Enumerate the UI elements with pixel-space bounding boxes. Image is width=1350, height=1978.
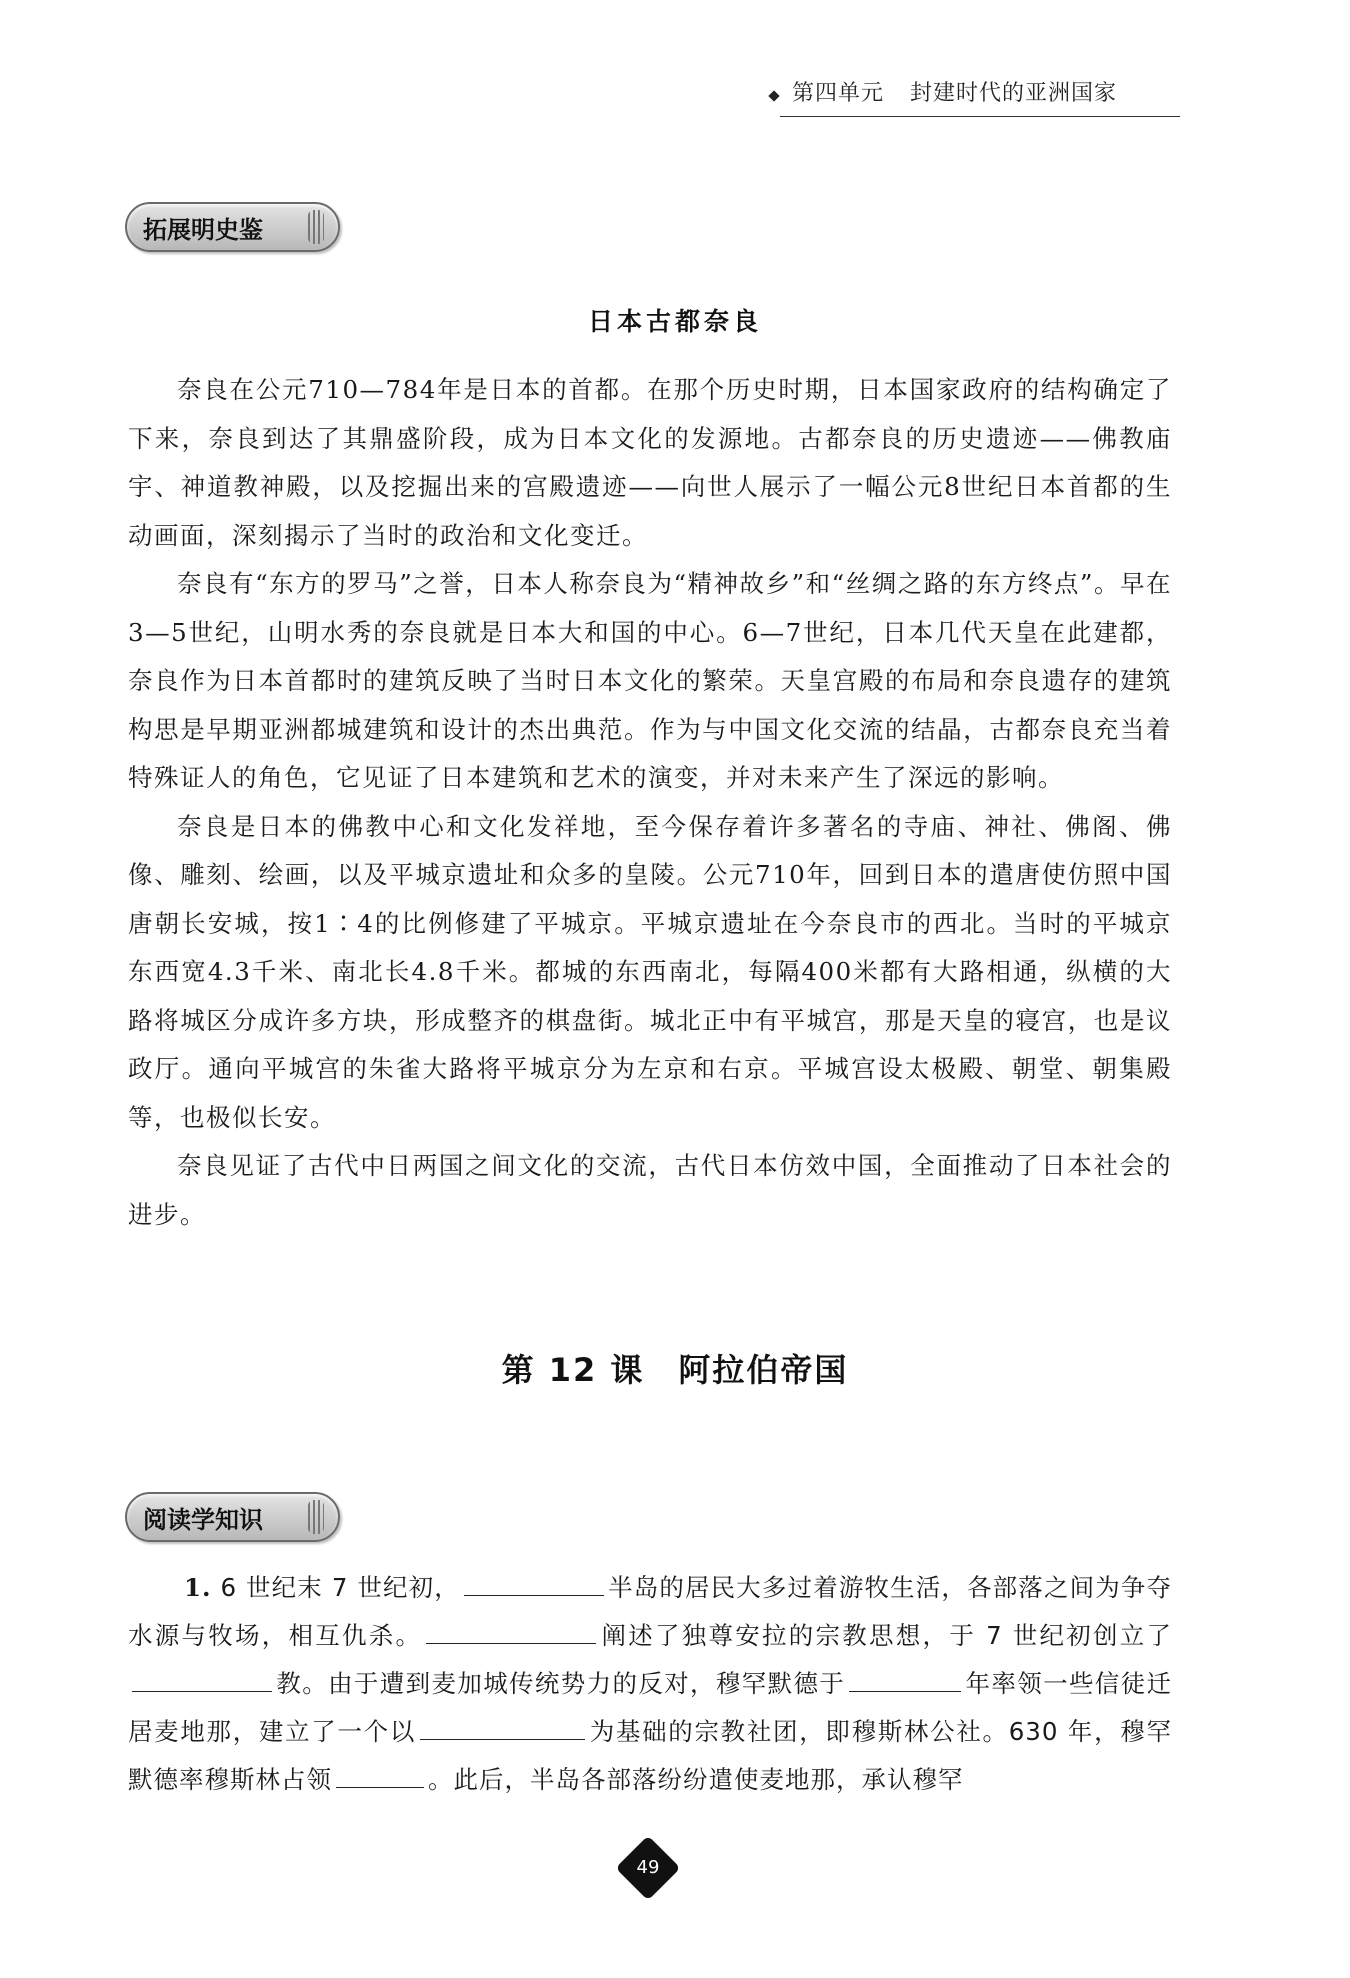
paragraph: 奈良见证了古代中日两国之间文化的交流，古代日本仿效中国，全面推动了日本社会的进步。 [128,1151,1172,1229]
unit-label: 第四单元 [792,81,885,106]
stripes-decoration-icon [308,210,324,244]
question-number: 1. [184,1573,212,1602]
paragraph: 奈良是日本的佛教中心和文化发祥地，至今保存着许多著名的寺庙、神社、佛阁、佛像、雕刻、绘画，以及平城京遗址和众多的皇陵。公元710年，回到日本的遣唐使仿照中国唐朝长安城，按1∶4的比例修建了平城京。平城京遗址在今奈良市的西北。当时的平城京东西宽4.3千米、南北长4.8千米。都城的东西南北，每隔400米都有大路相通，纵横的大路将城区分成许多方块，形成整齐的棋盘街。城北正中有平城宫，那是天皇的寝宫，也是议政厅。通向平城宫的朱雀大路将平城京分为左京和右京。平城宫设太极殿、朝堂、朝集殿等，也极似长安。 [128,811,1172,1132]
question-text: 教。由于遭到麦加城传统势力的反对，穆罕默德于 [276,1669,846,1698]
running-header [770,76,1170,107]
question-text: 为基础的宗教社团，即穆斯林公社。630 年，穆罕默德率穆斯林占领 [128,1717,1172,1794]
answer-blank[interactable] [420,1713,585,1740]
answer-blank[interactable] [849,1665,961,1692]
lesson-title: 第 12 课 阿拉伯帝国 [501,1351,849,1389]
question-text: 阐述了独尊安拉的宗教思想，于 7 世纪初创立了 [600,1621,1172,1650]
diamond-bullet-icon [768,90,779,101]
section-tag-label: 阅读学知识 [143,1505,263,1534]
exercise-question-1 [128,1564,1172,1804]
page-number: 49 [636,1857,660,1878]
section-tag-extension [125,202,340,252]
section-tag-reading [125,1492,340,1542]
answer-blank[interactable] [464,1569,604,1596]
paragraph: 奈良在公元710—784年是日本的首都。在那个历史时期，日本国家政府的结构确定了下来，奈良到达了其鼎盛阶段，成为日本文化的发源地。古都奈良的历史遗迹——佛教庙宇、神道教神殿，以及挖掘出来的宫殿遗迹——向世人展示了一幅公元8世纪日本首都的生动画面，深刻揭示了当时的政治和文化变迁。 [128,375,1172,550]
article-body [128,366,1172,1239]
answer-blank[interactable] [426,1617,596,1644]
unit-title: 封建时代的亚洲国家 [910,81,1118,106]
paragraph: 奈良有“东方的罗马”之誉，日本人称奈良为“精神故乡”和“丝绸之路的东方终点”。早在3—5世纪，山明水秀的奈良就是日本大和国的中心。6—7世纪，日本几代天皇在此建都，奈良作为日本首都时的建筑反映了当时日本文化的繁荣。天皇宫殿的布局和奈良遗存的建筑构思是早期亚洲都城建筑和设计的杰出典范。作为与中国文化交流的结晶，古都奈良充当着特殊证人的角色，它见证了日本建筑和艺术的演变，并对未来产生了深远的影响。 [128,569,1172,792]
answer-blank[interactable] [336,1761,424,1788]
question-text: 半岛的居民大多过着游牧生活，各部落之间为争夺水源与牧场，相互仇杀。 [128,1573,1173,1650]
stripes-decoration-icon [308,1500,324,1534]
question-text: 年率领一些信徒迁居麦地那，建立了一个以 [128,1669,1173,1746]
header-rule [780,116,1180,117]
section-tag-label: 拓展明史鉴 [143,215,263,244]
question-text: 6 世纪末 7 世纪初， [220,1573,460,1602]
article-title: 日本古都奈良 [587,307,762,336]
answer-blank[interactable] [132,1665,272,1692]
question-text: 。此后，半岛各部落纷纷遣使麦地那，承认穆罕 [428,1765,964,1794]
